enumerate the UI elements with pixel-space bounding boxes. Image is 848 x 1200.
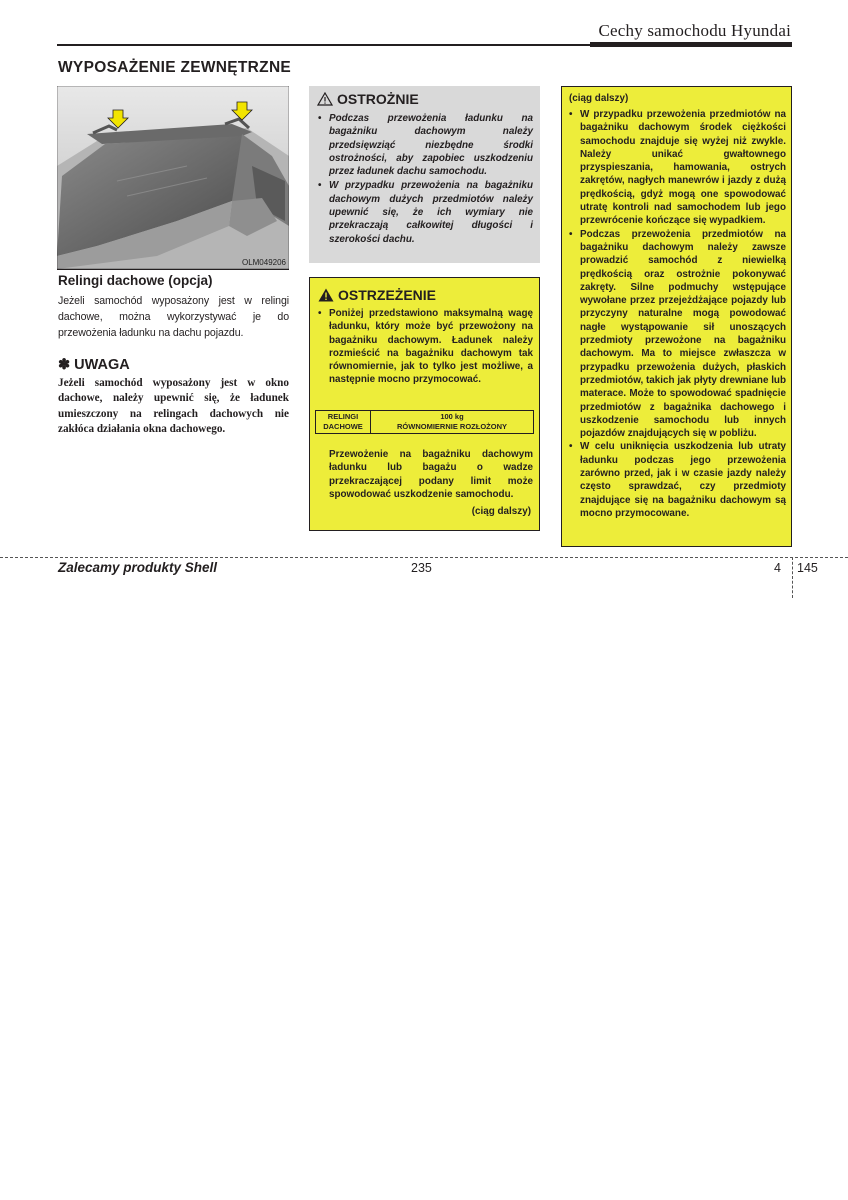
caution-item: • Podczas przewożenia ładunku na bagażniku dachowym należy przedsięwziąć niezbędne środki ostrożności, aby zapobiec uszkodzeniu przez ładunek dachu samochodu. [317, 112, 533, 178]
warning-heading [318, 287, 436, 303]
footer-dashed-rule [0, 557, 848, 558]
subsection-text: Jeżeli samochód wyposażony jest w relingi dachowe, można wykorzystywać je do przewożenia ładunku na dachu pojazdu. [58, 295, 289, 339]
footer-chapter: 4 [774, 561, 781, 575]
warning-box [309, 277, 540, 531]
table-label-cell [316, 411, 371, 434]
header-rule-accent [590, 42, 792, 47]
figure-rule [57, 269, 289, 270]
table-label-line: RELINGI [327, 412, 359, 421]
table-value-line: 100 kg [440, 412, 464, 421]
warning-continued-list [568, 108, 786, 520]
warning-continued-box [561, 86, 792, 547]
table-label-line: DACHOWE [323, 422, 363, 431]
footer-slogan: Zalecamy produkty Shell [58, 560, 218, 575]
continued-label: (ciąg dalszy) [569, 93, 629, 104]
warning-item: • W przypadku przewożenia przedmiotów na bagażniku dachowym środek ciężkości samochodu znajduje się wyżej niż zwykle. Należy unikać gwałtownego przyspieszania, hamowania, ostrych zakrętów, nagłych manewrów i jazdy z dużą prędkością, gdyż mogą one spowodować utratę kontroli nad samochodem lub jego przewrócenie kończące się wypadkiem. [568, 108, 786, 228]
table-value-line: RÓWNOMIERNIE ROZŁOŻONY [397, 422, 507, 431]
load-limit-table [315, 410, 534, 434]
roof-rails-photo [57, 86, 289, 269]
footer-chapter-page: 145 [797, 561, 818, 575]
figure-caption: OLM049206 [241, 258, 286, 267]
continued-label: (ciąg dalszy) [471, 506, 531, 517]
subsection-title: Relingi dachowe (opcja) [58, 273, 213, 288]
table-value-cell [371, 411, 534, 434]
running-header: Cechy samochodu Hyundai [598, 21, 791, 40]
caution-box [309, 86, 540, 263]
caution-list [317, 112, 533, 247]
warning-paragraph: Przewożenie na bagażniku dachowym ładunku lub bagażu o wadze przekraczającej podany limit może spowodować uszkodzenie samochodu. [329, 449, 533, 500]
warning-title: OSTRZEŻENIE [338, 287, 437, 303]
footer-dashed-divider [792, 557, 793, 598]
caution-title: OSTROŻNIE [337, 91, 419, 107]
note-text: Jeżeli samochód wyposażony jest w okno dachowe, należy upewnić się, że ładunek umieszczony na relingach dachowych nie zakłóca działania okna dachowego. [58, 377, 289, 435]
note-title: ✽ UWAGA [58, 357, 130, 373]
caution-triangle-icon [317, 92, 333, 106]
section-title: WYPOSAŻENIE ZEWNĘTRZNE [58, 59, 292, 76]
footer-page-number: 235 [411, 561, 432, 575]
warning-item: • W celu uniknięcia uszkodzenia lub utraty ładunku podczas jego przewożenia zarówno przed, jak i w czasie jazdy należy często sprawdzać, czy przedmioty znajdujące się na bagażniku dachowym są mocno przymocowane. [568, 440, 786, 520]
warning-item: • Poniżej przedstawiono maksymalną wagę ładunku, który może być przewożony na bagażniku dachowym. Ładunek należy rozmieścić na bagażniku dachowym tak równomiernie, jak to tylko jest możliwe, a następnie mocno przymocować. [317, 307, 533, 387]
car-roof-illustration [57, 86, 289, 269]
caution-heading [317, 91, 419, 107]
warning-item: • Podczas przewożenia przedmiotów na bagażniku dachowym należy zawsze prowadzić samochód z niewielką prędkością oraz ostrożnie pokonywać zakręty. Silne podmuchy wstępujące wywołane przez przejeżdżające pojazdy lub przyczyny naturalne mogą powodować nagłe wystąpowanie sił unoszących przedmioty przewożone na bagażniku dachowym. Ma to miejsce zwłaszcza w przypadku przewożenia dużych, płaskich przedmiotów, takich jak płyty drewniane lub materace. Może to spowodować spadnięcie przedmiotów z bagażnika dachowego i uszkodzenie samochodu lub innych pojazdów znajdujących się w pobliżu. [568, 228, 786, 441]
warning-list [317, 307, 533, 387]
warning-triangle-icon [318, 288, 334, 302]
caution-item: • W przypadku przewożenia na bagażniku dachowym dużych przedmiotów należy upewnić się, że ich wymiary nie przekraczają całkowitej długości i szerokości dachu. [317, 179, 533, 245]
